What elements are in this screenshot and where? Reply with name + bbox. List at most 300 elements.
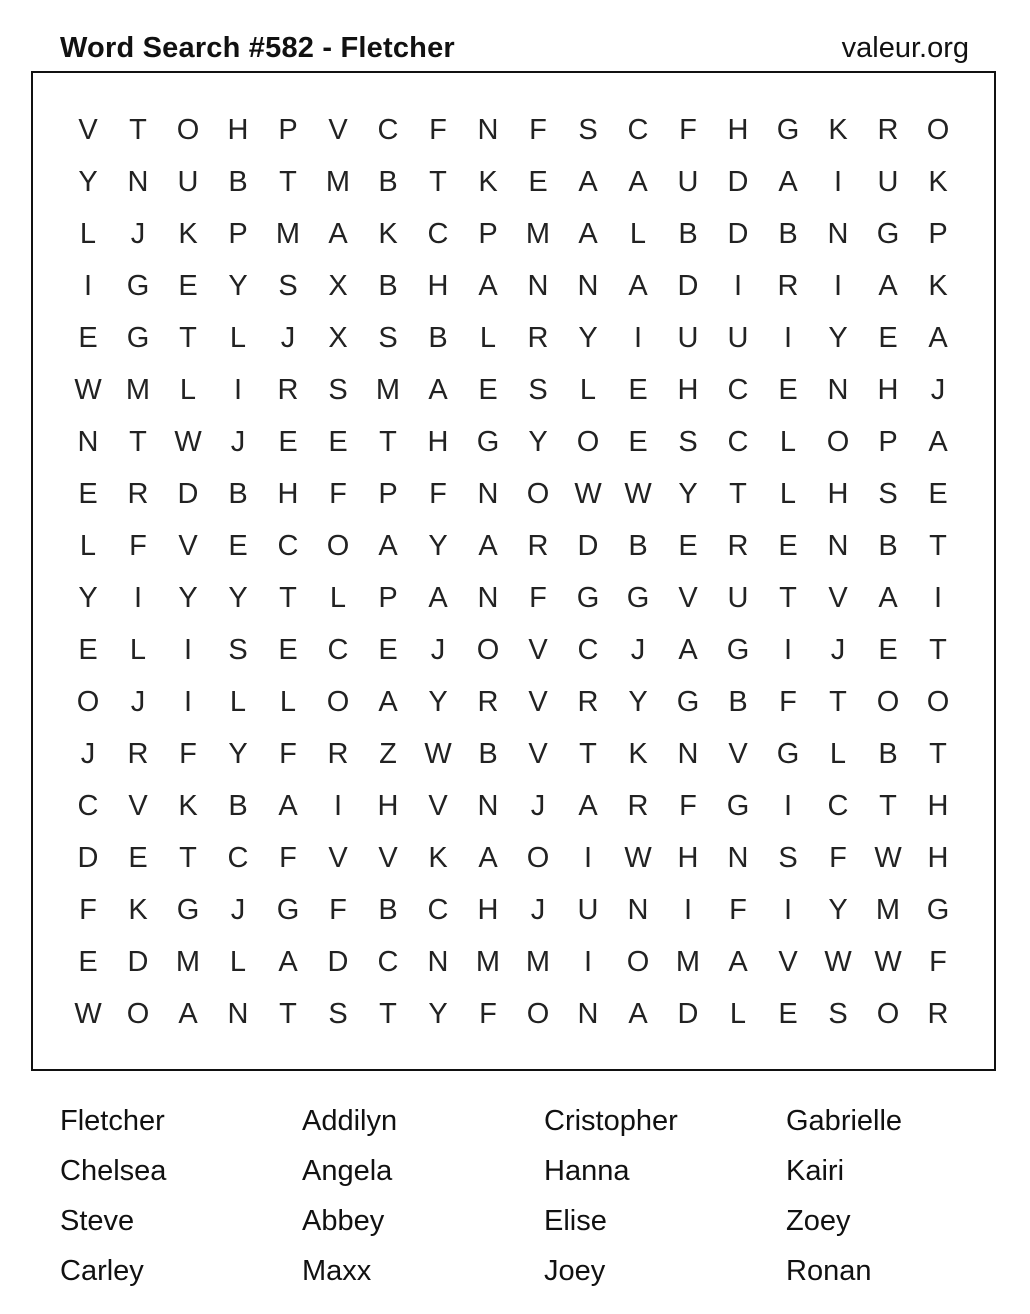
grid-cell[interactable]: I bbox=[833, 165, 843, 198]
grid-cell[interactable]: C bbox=[427, 893, 449, 926]
grid-cell[interactable]: L bbox=[579, 373, 597, 406]
grid-cell[interactable]: A bbox=[878, 269, 898, 302]
grid-cell[interactable]: W bbox=[574, 477, 602, 510]
grid-cell[interactable]: K bbox=[828, 113, 848, 146]
grid-cell[interactable]: A bbox=[478, 841, 498, 874]
grid-cell[interactable]: J bbox=[930, 373, 946, 406]
grid-cell[interactable]: F bbox=[829, 841, 847, 874]
grid-cell[interactable]: V bbox=[678, 581, 698, 614]
grid-cell[interactable]: T bbox=[879, 789, 897, 822]
grid-cell[interactable]: N bbox=[527, 269, 549, 302]
grid-cell[interactable]: S bbox=[328, 997, 348, 1030]
grid-cell[interactable]: E bbox=[678, 529, 698, 562]
grid-cell[interactable]: J bbox=[830, 633, 846, 666]
grid-cell[interactable]: L bbox=[229, 685, 247, 718]
grid-cell[interactable]: Y bbox=[178, 581, 198, 614]
grid-cell[interactable]: F bbox=[429, 113, 447, 146]
grid-cell[interactable]: K bbox=[378, 217, 398, 250]
grid-cell[interactable]: H bbox=[227, 113, 249, 146]
grid-cell[interactable]: C bbox=[77, 789, 99, 822]
grid-cell[interactable]: M bbox=[325, 165, 351, 198]
grid-cell[interactable]: E bbox=[78, 633, 98, 666]
grid-cell[interactable]: M bbox=[375, 373, 401, 406]
grid-cell[interactable]: N bbox=[827, 373, 849, 406]
grid-cell[interactable]: F bbox=[729, 893, 747, 926]
grid-cell[interactable]: G bbox=[276, 893, 300, 926]
grid-cell[interactable]: A bbox=[428, 373, 448, 406]
grid-cell[interactable]: K bbox=[428, 841, 448, 874]
grid-cell[interactable]: L bbox=[179, 373, 197, 406]
grid-cell[interactable]: I bbox=[733, 269, 743, 302]
grid-cell[interactable]: K bbox=[928, 165, 948, 198]
grid-cell[interactable]: V bbox=[528, 633, 548, 666]
grid-cell[interactable]: T bbox=[429, 165, 447, 198]
grid-cell[interactable]: Y bbox=[428, 997, 448, 1030]
grid-cell[interactable]: W bbox=[874, 945, 902, 978]
grid-cell[interactable]: W bbox=[74, 997, 102, 1030]
grid-cell[interactable]: L bbox=[229, 321, 247, 354]
grid-cell[interactable]: G bbox=[126, 321, 150, 354]
grid-cell[interactable]: H bbox=[477, 893, 499, 926]
grid-cell[interactable]: F bbox=[679, 113, 697, 146]
grid-cell[interactable]: H bbox=[677, 841, 699, 874]
grid-cell[interactable]: I bbox=[233, 373, 243, 406]
grid-cell[interactable]: T bbox=[729, 477, 747, 510]
grid-cell[interactable]: M bbox=[525, 945, 551, 978]
grid-cell[interactable]: N bbox=[227, 997, 249, 1030]
grid-cell[interactable]: T bbox=[929, 633, 947, 666]
grid-cell[interactable]: T bbox=[129, 425, 147, 458]
grid-cell[interactable]: G bbox=[176, 893, 200, 926]
grid-cell[interactable]: V bbox=[428, 789, 448, 822]
grid-cell[interactable]: D bbox=[727, 165, 749, 198]
grid-cell[interactable]: D bbox=[677, 269, 699, 302]
grid-cell[interactable]: A bbox=[478, 269, 498, 302]
grid-cell[interactable]: B bbox=[878, 737, 898, 770]
grid-cell[interactable]: V bbox=[778, 945, 798, 978]
grid-cell[interactable]: N bbox=[577, 269, 599, 302]
grid-cell[interactable]: G bbox=[776, 113, 800, 146]
grid-cell[interactable]: N bbox=[627, 893, 649, 926]
grid-cell[interactable]: U bbox=[177, 165, 199, 198]
grid-cell[interactable]: L bbox=[229, 945, 247, 978]
grid-cell[interactable]: F bbox=[779, 685, 797, 718]
grid-cell[interactable]: O bbox=[526, 841, 550, 874]
grid-cell[interactable]: V bbox=[178, 529, 198, 562]
grid-cell[interactable]: O bbox=[926, 685, 950, 718]
grid-cell[interactable]: A bbox=[578, 165, 598, 198]
grid-cell[interactable]: A bbox=[728, 945, 748, 978]
grid-cell[interactable]: C bbox=[727, 373, 749, 406]
grid-cell[interactable]: A bbox=[378, 529, 398, 562]
grid-cell[interactable]: M bbox=[675, 945, 701, 978]
grid-cell[interactable]: L bbox=[479, 321, 497, 354]
grid-cell[interactable]: L bbox=[329, 581, 347, 614]
grid-cell[interactable]: N bbox=[477, 581, 499, 614]
grid-cell[interactable]: B bbox=[378, 269, 398, 302]
grid-cell[interactable]: Z bbox=[379, 737, 397, 770]
grid-cell[interactable]: J bbox=[530, 789, 546, 822]
grid-cell[interactable]: W bbox=[624, 841, 652, 874]
grid-cell[interactable]: A bbox=[578, 217, 598, 250]
grid-cell[interactable]: L bbox=[79, 529, 97, 562]
grid-cell[interactable]: E bbox=[378, 633, 398, 666]
grid-cell[interactable]: F bbox=[279, 841, 297, 874]
grid-cell[interactable]: L bbox=[829, 737, 847, 770]
grid-cell[interactable]: Y bbox=[228, 269, 248, 302]
grid-cell[interactable]: D bbox=[727, 217, 749, 250]
grid-cell[interactable]: N bbox=[477, 789, 499, 822]
grid-cell[interactable]: O bbox=[326, 529, 350, 562]
grid-cell[interactable]: L bbox=[629, 217, 647, 250]
grid-cell[interactable]: Y bbox=[78, 581, 98, 614]
grid-cell[interactable]: K bbox=[928, 269, 948, 302]
grid-cell[interactable]: H bbox=[677, 373, 699, 406]
grid-cell[interactable]: H bbox=[877, 373, 899, 406]
grid-cell[interactable]: P bbox=[378, 477, 398, 510]
grid-cell[interactable]: C bbox=[427, 217, 449, 250]
grid-cell[interactable]: C bbox=[377, 945, 399, 978]
grid-cell[interactable]: O bbox=[926, 113, 950, 146]
grid-cell[interactable]: G bbox=[576, 581, 600, 614]
grid-cell[interactable]: N bbox=[827, 529, 849, 562]
grid-cell[interactable]: O bbox=[526, 997, 550, 1030]
grid-cell[interactable]: S bbox=[778, 841, 798, 874]
grid-cell[interactable]: O bbox=[876, 997, 900, 1030]
grid-cell[interactable]: Y bbox=[678, 477, 698, 510]
grid-cell[interactable]: R bbox=[877, 113, 899, 146]
grid-cell[interactable]: A bbox=[628, 997, 648, 1030]
grid-cell[interactable]: F bbox=[329, 477, 347, 510]
grid-cell[interactable]: T bbox=[379, 997, 397, 1030]
grid-cell[interactable]: O bbox=[576, 425, 600, 458]
grid-cell[interactable]: E bbox=[78, 945, 98, 978]
grid-cell[interactable]: N bbox=[577, 997, 599, 1030]
grid-cell[interactable]: O bbox=[126, 997, 150, 1030]
grid-cell[interactable]: F bbox=[329, 893, 347, 926]
grid-cell[interactable]: I bbox=[783, 789, 793, 822]
grid-cell[interactable]: R bbox=[127, 477, 149, 510]
grid-cell[interactable]: I bbox=[833, 269, 843, 302]
grid-cell[interactable]: G bbox=[926, 893, 950, 926]
grid-cell[interactable]: R bbox=[777, 269, 799, 302]
grid-cell[interactable]: K bbox=[178, 789, 198, 822]
grid-cell[interactable]: X bbox=[328, 321, 348, 354]
grid-cell[interactable]: F bbox=[129, 529, 147, 562]
grid-cell[interactable]: U bbox=[727, 321, 749, 354]
grid-cell[interactable]: D bbox=[577, 529, 599, 562]
grid-cell[interactable]: W bbox=[624, 477, 652, 510]
grid-cell[interactable]: G bbox=[776, 737, 800, 770]
grid-cell[interactable]: V bbox=[728, 737, 748, 770]
grid-cell[interactable]: W bbox=[74, 373, 102, 406]
grid-cell[interactable]: K bbox=[628, 737, 648, 770]
grid-cell[interactable]: H bbox=[427, 269, 449, 302]
grid-cell[interactable]: V bbox=[328, 841, 348, 874]
grid-cell[interactable]: Y bbox=[828, 893, 848, 926]
grid-cell[interactable]: J bbox=[80, 737, 96, 770]
grid-cell[interactable]: A bbox=[378, 685, 398, 718]
grid-cell[interactable]: J bbox=[280, 321, 296, 354]
grid-cell[interactable]: T bbox=[379, 425, 397, 458]
grid-cell[interactable]: T bbox=[929, 737, 947, 770]
grid-cell[interactable]: J bbox=[630, 633, 646, 666]
grid-cell[interactable]: W bbox=[424, 737, 452, 770]
grid-cell[interactable]: O bbox=[876, 685, 900, 718]
grid-cell[interactable]: D bbox=[127, 945, 149, 978]
grid-cell[interactable]: W bbox=[874, 841, 902, 874]
grid-cell[interactable]: F bbox=[179, 737, 197, 770]
grid-cell[interactable]: P bbox=[878, 425, 898, 458]
grid-cell[interactable]: H bbox=[827, 477, 849, 510]
grid-cell[interactable]: A bbox=[478, 529, 498, 562]
grid-cell[interactable]: V bbox=[128, 789, 148, 822]
grid-cell[interactable]: I bbox=[783, 893, 793, 926]
grid-cell[interactable]: L bbox=[79, 217, 97, 250]
grid-cell[interactable]: M bbox=[275, 217, 301, 250]
grid-cell[interactable]: C bbox=[227, 841, 249, 874]
grid-cell[interactable]: A bbox=[278, 789, 298, 822]
grid-cell[interactable]: O bbox=[826, 425, 850, 458]
grid-cell[interactable]: S bbox=[528, 373, 548, 406]
grid-cell[interactable]: I bbox=[583, 945, 593, 978]
grid-cell[interactable]: Y bbox=[428, 529, 448, 562]
grid-cell[interactable]: H bbox=[377, 789, 399, 822]
grid-cell[interactable]: L bbox=[779, 477, 797, 510]
grid-cell[interactable]: A bbox=[578, 789, 598, 822]
grid-cell[interactable]: N bbox=[77, 425, 99, 458]
grid-cell[interactable]: E bbox=[278, 633, 298, 666]
grid-cell[interactable]: I bbox=[783, 321, 793, 354]
grid-cell[interactable]: D bbox=[77, 841, 99, 874]
grid-cell[interactable]: A bbox=[678, 633, 698, 666]
grid-cell[interactable]: Y bbox=[228, 581, 248, 614]
grid-cell[interactable]: W bbox=[174, 425, 202, 458]
grid-cell[interactable]: G bbox=[726, 789, 750, 822]
grid-cell[interactable]: R bbox=[277, 373, 299, 406]
grid-cell[interactable]: E bbox=[128, 841, 148, 874]
grid-cell[interactable]: D bbox=[677, 997, 699, 1030]
grid-cell[interactable]: U bbox=[677, 321, 699, 354]
grid-cell[interactable]: E bbox=[928, 477, 948, 510]
grid-cell[interactable]: T bbox=[179, 841, 197, 874]
grid-cell[interactable]: S bbox=[678, 425, 698, 458]
grid-cell[interactable]: V bbox=[328, 113, 348, 146]
grid-cell[interactable]: L bbox=[129, 633, 147, 666]
grid-cell[interactable]: R bbox=[927, 997, 949, 1030]
grid-cell[interactable]: D bbox=[177, 477, 199, 510]
grid-cell[interactable]: T bbox=[929, 529, 947, 562]
grid-cell[interactable]: G bbox=[126, 269, 150, 302]
grid-cell[interactable]: G bbox=[726, 633, 750, 666]
grid-cell[interactable]: A bbox=[628, 269, 648, 302]
grid-cell[interactable]: R bbox=[327, 737, 349, 770]
grid-cell[interactable]: E bbox=[78, 477, 98, 510]
grid-cell[interactable]: T bbox=[129, 113, 147, 146]
grid-cell[interactable]: K bbox=[128, 893, 148, 926]
grid-cell[interactable]: I bbox=[683, 893, 693, 926]
grid-cell[interactable]: T bbox=[279, 997, 297, 1030]
grid-cell[interactable]: E bbox=[778, 529, 798, 562]
grid-cell[interactable]: Y bbox=[528, 425, 548, 458]
grid-cell[interactable]: I bbox=[133, 581, 143, 614]
grid-cell[interactable]: P bbox=[228, 217, 248, 250]
grid-cell[interactable]: B bbox=[428, 321, 448, 354]
grid-cell[interactable]: E bbox=[228, 529, 248, 562]
grid-cell[interactable]: G bbox=[476, 425, 500, 458]
grid-cell[interactable]: T bbox=[279, 165, 297, 198]
grid-cell[interactable]: B bbox=[728, 685, 748, 718]
grid-cell[interactable]: P bbox=[378, 581, 398, 614]
grid-cell[interactable]: T bbox=[179, 321, 197, 354]
grid-cell[interactable]: F bbox=[529, 113, 547, 146]
grid-cell[interactable]: A bbox=[778, 165, 798, 198]
grid-cell[interactable]: U bbox=[727, 581, 749, 614]
grid-cell[interactable]: T bbox=[279, 581, 297, 614]
grid-cell[interactable]: V bbox=[528, 737, 548, 770]
grid-cell[interactable]: F bbox=[679, 789, 697, 822]
grid-cell[interactable]: R bbox=[627, 789, 649, 822]
grid-cell[interactable]: J bbox=[530, 893, 546, 926]
grid-cell[interactable]: M bbox=[175, 945, 201, 978]
grid-cell[interactable]: B bbox=[228, 165, 248, 198]
grid-cell[interactable]: B bbox=[778, 217, 798, 250]
grid-cell[interactable]: R bbox=[477, 685, 499, 718]
grid-cell[interactable]: M bbox=[875, 893, 901, 926]
grid-cell[interactable]: F bbox=[279, 737, 297, 770]
grid-cell[interactable]: F bbox=[429, 477, 447, 510]
grid-cell[interactable]: L bbox=[729, 997, 747, 1030]
grid-cell[interactable]: J bbox=[430, 633, 446, 666]
grid-cell[interactable]: E bbox=[178, 269, 198, 302]
grid-cell[interactable]: Y bbox=[78, 165, 98, 198]
grid-cell[interactable]: B bbox=[878, 529, 898, 562]
grid-cell[interactable]: E bbox=[778, 373, 798, 406]
grid-cell[interactable]: H bbox=[727, 113, 749, 146]
grid-cell[interactable]: F bbox=[529, 581, 547, 614]
grid-cell[interactable]: U bbox=[877, 165, 899, 198]
grid-cell[interactable]: L bbox=[279, 685, 297, 718]
grid-cell[interactable]: N bbox=[727, 841, 749, 874]
grid-cell[interactable]: A bbox=[928, 321, 948, 354]
grid-cell[interactable]: E bbox=[78, 321, 98, 354]
grid-cell[interactable]: I bbox=[633, 321, 643, 354]
grid-cell[interactable]: I bbox=[933, 581, 943, 614]
grid-cell[interactable]: Y bbox=[578, 321, 598, 354]
grid-cell[interactable]: S bbox=[578, 113, 598, 146]
grid-cell[interactable]: M bbox=[125, 373, 151, 406]
grid-cell[interactable]: R bbox=[527, 321, 549, 354]
grid-cell[interactable]: C bbox=[577, 633, 599, 666]
grid-cell[interactable]: C bbox=[827, 789, 849, 822]
grid-cell[interactable]: O bbox=[76, 685, 100, 718]
grid-cell[interactable]: E bbox=[878, 633, 898, 666]
grid-cell[interactable]: Y bbox=[628, 685, 648, 718]
grid-cell[interactable]: I bbox=[183, 633, 193, 666]
grid-cell[interactable]: J bbox=[130, 685, 146, 718]
grid-cell[interactable]: N bbox=[127, 165, 149, 198]
grid-cell[interactable]: G bbox=[676, 685, 700, 718]
grid-cell[interactable]: A bbox=[928, 425, 948, 458]
grid-cell[interactable]: J bbox=[230, 893, 246, 926]
grid-cell[interactable]: I bbox=[333, 789, 343, 822]
grid-cell[interactable]: S bbox=[878, 477, 898, 510]
grid-cell[interactable]: S bbox=[278, 269, 298, 302]
grid-cell[interactable]: J bbox=[130, 217, 146, 250]
grid-cell[interactable]: S bbox=[328, 373, 348, 406]
grid-cell[interactable]: E bbox=[778, 997, 798, 1030]
grid-cell[interactable]: A bbox=[328, 217, 348, 250]
grid-cell[interactable]: E bbox=[628, 425, 648, 458]
grid-cell[interactable]: M bbox=[475, 945, 501, 978]
grid-cell[interactable]: S bbox=[378, 321, 398, 354]
grid-cell[interactable]: C bbox=[327, 633, 349, 666]
grid-cell[interactable]: O bbox=[476, 633, 500, 666]
grid-cell[interactable]: F bbox=[929, 945, 947, 978]
grid-cell[interactable]: B bbox=[678, 217, 698, 250]
grid-cell[interactable]: N bbox=[427, 945, 449, 978]
grid-cell[interactable]: G bbox=[876, 217, 900, 250]
grid-cell[interactable]: F bbox=[79, 893, 97, 926]
grid-cell[interactable]: S bbox=[828, 997, 848, 1030]
grid-cell[interactable]: H bbox=[427, 425, 449, 458]
grid-cell[interactable]: E bbox=[528, 165, 548, 198]
grid-cell[interactable]: U bbox=[677, 165, 699, 198]
grid-cell[interactable]: G bbox=[626, 581, 650, 614]
grid-cell[interactable]: A bbox=[428, 581, 448, 614]
grid-cell[interactable]: P bbox=[278, 113, 298, 146]
grid-cell[interactable]: L bbox=[779, 425, 797, 458]
grid-cell[interactable]: E bbox=[278, 425, 298, 458]
grid-cell[interactable]: I bbox=[83, 269, 93, 302]
grid-cell[interactable]: I bbox=[583, 841, 593, 874]
grid-cell[interactable]: I bbox=[183, 685, 193, 718]
grid-cell[interactable]: B bbox=[228, 789, 248, 822]
grid-cell[interactable]: C bbox=[627, 113, 649, 146]
grid-cell[interactable]: N bbox=[827, 217, 849, 250]
grid-cell[interactable]: N bbox=[477, 113, 499, 146]
grid-cell[interactable]: V bbox=[78, 113, 98, 146]
grid-cell[interactable]: R bbox=[577, 685, 599, 718]
grid-cell[interactable]: A bbox=[878, 581, 898, 614]
grid-cell[interactable]: A bbox=[278, 945, 298, 978]
grid-cell[interactable]: B bbox=[628, 529, 648, 562]
grid-cell[interactable]: R bbox=[727, 529, 749, 562]
grid-cell[interactable]: O bbox=[326, 685, 350, 718]
grid-cell[interactable]: C bbox=[277, 529, 299, 562]
grid-cell[interactable]: E bbox=[878, 321, 898, 354]
grid-cell[interactable]: A bbox=[178, 997, 198, 1030]
grid-cell[interactable]: T bbox=[579, 737, 597, 770]
grid-cell[interactable]: Y bbox=[828, 321, 848, 354]
grid-cell[interactable]: K bbox=[478, 165, 498, 198]
grid-cell[interactable]: X bbox=[328, 269, 348, 302]
grid-cell[interactable]: I bbox=[783, 633, 793, 666]
grid-cell[interactable]: C bbox=[377, 113, 399, 146]
grid-cell[interactable]: S bbox=[228, 633, 248, 666]
grid-cell[interactable]: K bbox=[178, 217, 198, 250]
grid-cell[interactable]: V bbox=[828, 581, 848, 614]
grid-cell[interactable]: V bbox=[378, 841, 398, 874]
grid-cell[interactable]: E bbox=[478, 373, 498, 406]
grid-cell[interactable]: O bbox=[176, 113, 200, 146]
grid-cell[interactable]: B bbox=[378, 893, 398, 926]
grid-cell[interactable]: P bbox=[478, 217, 498, 250]
grid-cell[interactable]: N bbox=[477, 477, 499, 510]
grid-cell[interactable]: J bbox=[230, 425, 246, 458]
grid-cell[interactable]: T bbox=[779, 581, 797, 614]
grid-cell[interactable]: D bbox=[327, 945, 349, 978]
